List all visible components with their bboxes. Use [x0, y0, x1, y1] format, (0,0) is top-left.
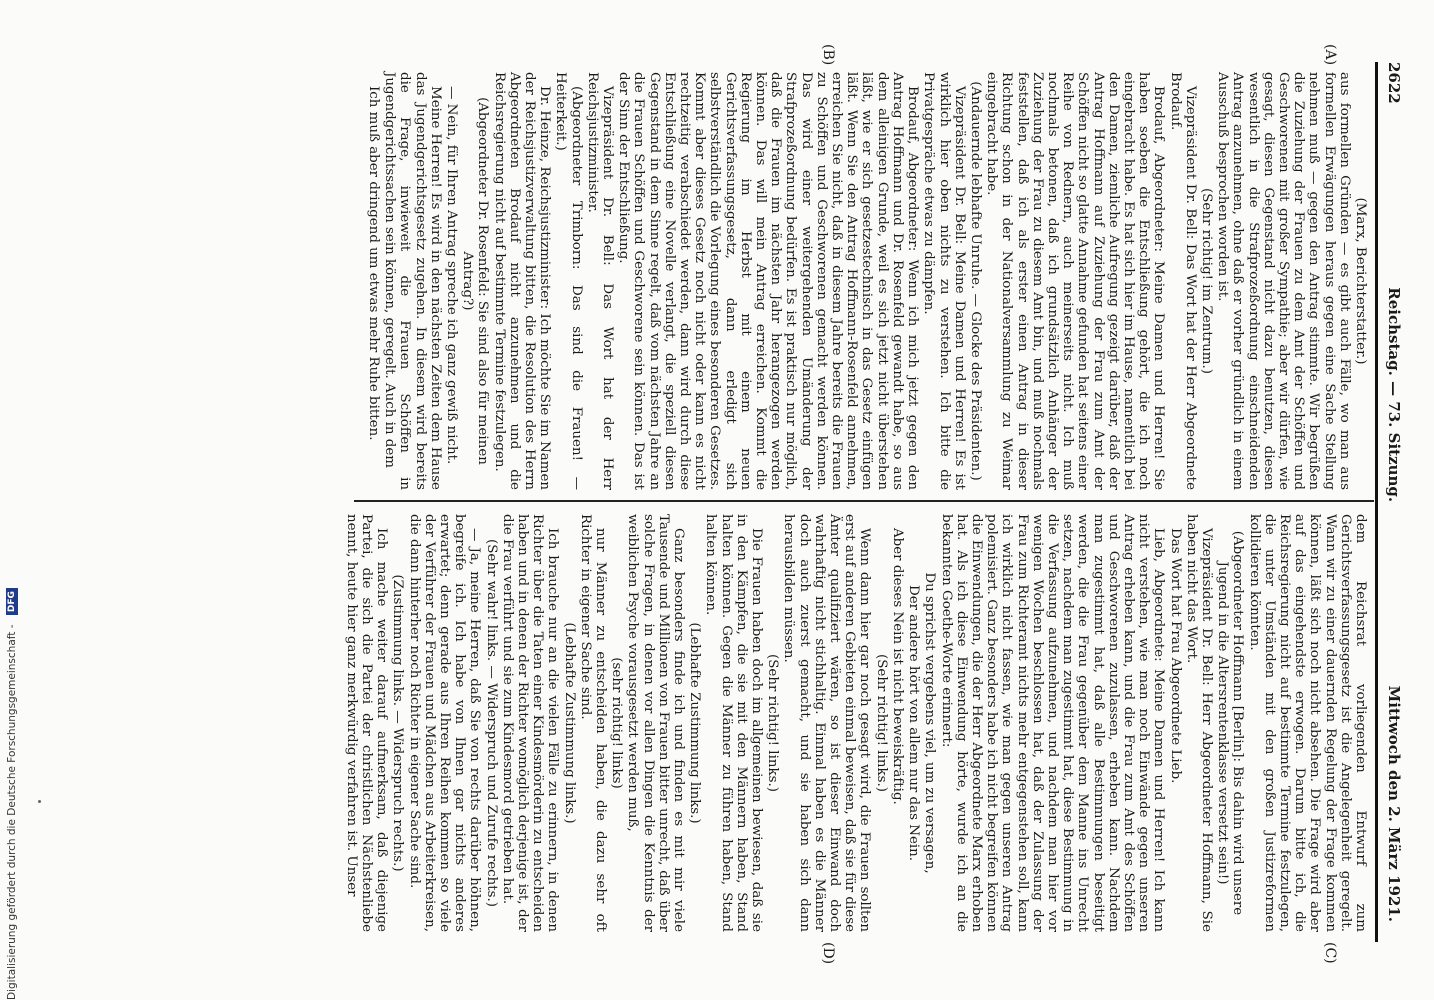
header-date: Mittwoch den 2. März 1921. — [1385, 685, 1403, 922]
margin-letter-a: (A) — [1322, 44, 1338, 66]
paragraph: Das Wort hat Frau Abgeordnete Lieb. — [1167, 528, 1183, 784]
paragraph: (Sehr wahr! links. — Widerspruch und Zurufe rechts.) — [483, 539, 499, 907]
right-column — [343, 514, 1368, 932]
paragraph: dem Reichsrat vorliegenden Entwurf zum Gerichtsverfassungsgesetz ist die Angelegenheit geregelt. Wann wir zu einer dauernden Regelung der Frage kommen können, läßt sich noch nicht absehen. Die Frage wird aber auf das eingehendste erwogen. Darum bitte ich, die Reichsregierung nicht auf bestimmte Termine festzulegen, die unter Umständen mit den großen Justizreformen kollidieren könnten. — [1246, 514, 1368, 932]
paragraph: (Andauernde lebhafte Unruhe. — Glocke des Präsidenten.) — [967, 81, 983, 481]
paragraph: (Abgeordneter Hoffmann [Berlin]: Bis dahin wird unsere Jugend in die Altersrentenklasse versetzt sein!) — [1215, 530, 1246, 916]
paragraph: Vizepräsident Dr. Bell: Das Wort hat der Herr Abgeordnete Brodauf. — [1167, 72, 1198, 490]
paragraph: aus formellen Gründen — es gibt auch Fälle, wo man aus formellen Erwägungen heraus gegen eine Sache Stellung nehmen muß — gegen den Antrag stimmte. Wir begrüßen die Zuziehung der Frauen zu dem Amt der Schöffen und Geschworenen mit großer Sympathie; aber wir dürfen, wie gesagt, diesen Gegenstand nicht dazu benutzen, diesen wesentlich in die Strafprozeßordnung einschneidenden Antrag anzunehmen, ohne daß er vorher gründlich in einem Ausschuß besprochen worden ist. — [1215, 72, 1352, 490]
margin-letter-d: (D) — [820, 942, 836, 965]
paragraph: Vizepräsident Dr. Bell: Das Wort hat der Herr Reichsjustizminister. — [584, 72, 616, 490]
header-rule — [1375, 62, 1378, 942]
dfg-logo: DFG — [6, 588, 18, 615]
paragraph: — Nein, für Ihren Antrag spreche ich ganz gewiß nicht. — [444, 86, 460, 465]
page-header — [1382, 62, 1406, 922]
paragraph: Ich brauche nur an die vielen Fälle zu erinnern, in denen Richter über die Taten einer Kindesmörderin zu entscheiden haben und in denen der Richter womöglich derjenige ist, der die Frau verführt und sie zum Kindesmord getrieben hat. — [499, 514, 561, 932]
paragraph: nur Männer zu entscheiden haben, die dazu sehr oft Richter in eigener Sache sind. — [577, 514, 609, 932]
paragraph: Wenn dann hier gar noch gesagt wird, die Frauen sollten erst auf anderen Gebieten einmal beweisen, daß sie für diese Ämter qualifiziert wären, so ist dieser Einwand doch wahrhaftig nicht stichhaltig. Einmal haben es die Männer doch auch zuerst gemacht, und sie haben sich dann herausbilden müssen. — [781, 514, 873, 932]
paragraph: (Sehr richtig! links.) — [765, 654, 781, 792]
paragraph: (Zustimmung links. — Widerspruch rechts.) — [390, 574, 406, 872]
margin-letter-b: (B) — [820, 44, 836, 66]
paragraph: Die Frauen haben doch im allgemeinen bewiesen, daß sie in den Kämpfen, die sie mit den Männern haben, Stand halten können. Gegen die Männer zu führen haben, Stand halten können. — [703, 514, 765, 932]
paragraph: (Sehr richtig! im Zentrum.) — [1198, 188, 1214, 374]
paragraph: Dr. Heinze, Reichsjustizminister: Ich möchte Sie im Namen der Reichsjustizverwaltung bitten, die Resolution des Herrn Abgeordneten Brodauf nicht anzunehmen und die Reichsregierung nicht auf bestimmte Termine festzulegen. — [491, 72, 553, 490]
left-column — [348, 72, 1368, 490]
paragraph: Ich mache weiter darauf aufmerksam, daß diejenige Partei, die sich die Partei der christlichen Nächstenliebe nennt, heute hier ganz merkwürdig verfahren ist. Unser — [343, 514, 390, 932]
paragraph: Vizepräsident Dr. Bell: Meine Damen und Herren! Es ist wirklich hier oben nichts zu verstehen. Ich bitte die Privatgespräche etwas zu dämpfen. — [921, 72, 967, 490]
scan-speck — [38, 800, 41, 803]
margin-letter-c: (C) — [1322, 942, 1338, 964]
paragraph: (Abgeordneter Dr. Rosenfeld: Sie sind also für meinen Antrag?) — [460, 97, 491, 465]
paragraph: (Abgeordneter Trimborn: Das sind die Frauen! — Heiterkeit.) — [553, 72, 584, 490]
paragraph: Lieb, Abgeordnete: Meine Damen und Herren! Ich kann nicht verstehen, wie man noch Einwände gegen unseren Antrag erheben kann, und die Frau zum Amt des Schöffen und Geschworenen zuzulassen, erheben kann. Nachdem man zugestimmt hat, daß alle Bestimmungen beseitigt werden, die die Frau gegenüber dem Manne ins Unrecht setzen, nachdem man zugestimmt hat, diese Bestimmung in die Verfassung aufzunehmen, und nachdem man hier vor wenigen Wochen beschlossen hat, daß der Zulassung der Frau zum Richteramt nichts mehr entgegenstehen soll, kann ich wirklich nicht fassen, wie man gegen unseren Antrag polemisiert. Ganz besonders habe ich nicht begreifen können die Einwendungen, die der Herr Abgeordnete Marx erhoben hat. Als ich diese Einwendung hörte, wurde ich an die bekannten Goethe-Worte erinnert: — [938, 514, 1167, 932]
paragraph: Brodauf, Abgeordneter: Wenn ich mich jetzt gegen den Antrag Hoffmann und Dr. Rosenfeld gewandt habe, so aus dem alleinigen Grunde, weil es sich jetzt nicht überstehen läßt, wie er sich gesetzestechnisch in das Gesetz einfügen läßt. Wenn Sie den Antrag Hoffmann-Rosenfeld annehmen, erreichen Sie nicht, daß in diesem Jahre bereits die Frauen zu Schöffen und Geschworenen gemacht werden können. Das wird einer weitergehenden Umänderung der Strafprozeßordnung bedürfen. Es ist praktisch nur möglich, daß die Frauen im nächsten Jahr herangezogen werden können. Das will mein Antrag erreichen. Kommt die Regierung im Herbst mit einem neuen Gerichtsverfassungsgesetz, dann erledigt sich selbstverständlich die Vorlegung eines besonderen Gesetzes. Kommt aber dieses Gesetz noch nicht oder kann es nicht rechtzeitig verabschiedet werden, dann wird durch diese Entschließung eine Novelle verlangt, die speziell diesen Gegenstand in dem Sinne regelt, daß vom nächsten Jahre an die Frauen Schöffen und Geschworene sein können. Das ist der Sinn der Entschließung. — [616, 72, 921, 490]
paragraph: (Sehr richtig! links.) — [873, 654, 889, 792]
paragraph: (Lebhafte Zustimmung links.) — [561, 622, 577, 824]
paragraph: — Ja, meine Herren, daß Sie von rechts darüber höhnen, begreife ich. Ich habe von Ihnen gar nichts anderes erwartet; denn gerade aus Ihren Reihen kommen so viele der Verführer der Frauen und Mädchen aus Arbeiterkreisen, die dann hinterher noch Richter in eigener Sache sind. — [406, 514, 483, 932]
paragraph: Du sprichst vergebens viel, um zu versagen, — [922, 572, 938, 874]
digitization-credit — [4, 0, 20, 1000]
paragraph: Ganz besonders finde ich und finden es mit mir viele Tausende und Millionen von Frauen bitter unrecht, daß über solche Fragen, in denen vor allen Dingen die Kenntnis der weiblichen Psyche vorausgesetzt werden muß, — [625, 514, 687, 932]
paragraph: Der andere hört von allem nur das Nein. — [906, 584, 922, 862]
paragraph: (Lebhafte Zustimmung links.) — [687, 622, 703, 824]
paragraph: Brodauf, Abgeordneter: Meine Damen und Herren! Sie haben soeben die Entschließung gehört, die ich noch eingebracht habe. Es hat sich hier im Hause, namentlich bei den Damen, ziemliche Aufregung gezeigt darüber, daß der Antrag Hoffmann auf Zuziehung der Frau zum Amt der Schöffen nicht so glatte Annahme gefunden hat seitens einer Reihe von Rednern, auch meinerseits nicht. Ich muß nochmals betonen, daß ich grundsätzlich Anhänger der Zuziehung der Frau zu diesem Amt bin, und muß nochmals feststellen, daß ich als erster einen Antrag in dieser Richtung schon in der Nationalversammlung zu Weimar eingebracht habe. — [984, 72, 1167, 490]
column-divider — [354, 500, 1374, 502]
paragraph: Aber dieses Nein ist nicht beweiskräftig. — [889, 528, 905, 805]
paragraph: Vizepräsident Dr. Bell: Herr Abgeordneter Hoffmann, Sie haben nicht das Wort. — [1183, 514, 1214, 932]
paragraph: (sehr richtig! links) — [609, 657, 625, 789]
page-number: 2622 — [1385, 62, 1403, 104]
paragraph: Ich muß aber dringend um etwas mehr Ruhe bitten. — [366, 86, 381, 441]
credit-text: Digitalisierung gefördert durch die Deutsche Forschungsgemeinschaft - — [6, 624, 18, 1000]
header-title: Reichstag. — 73. Sitzung. — [1385, 287, 1403, 503]
paragraph: (Marx, Berichterstatter.) — [1353, 197, 1368, 365]
paragraph: Meine Herren! Es wird in den nächsten Zeiten dem Hause das Jugendgerichtsgesetz zugehen. In diesem wird bereits die Frage, inwieweit die Frauen Schöffen in Jugendgerichtssachen sein können, geregelt. Auch in dem — [382, 72, 443, 490]
